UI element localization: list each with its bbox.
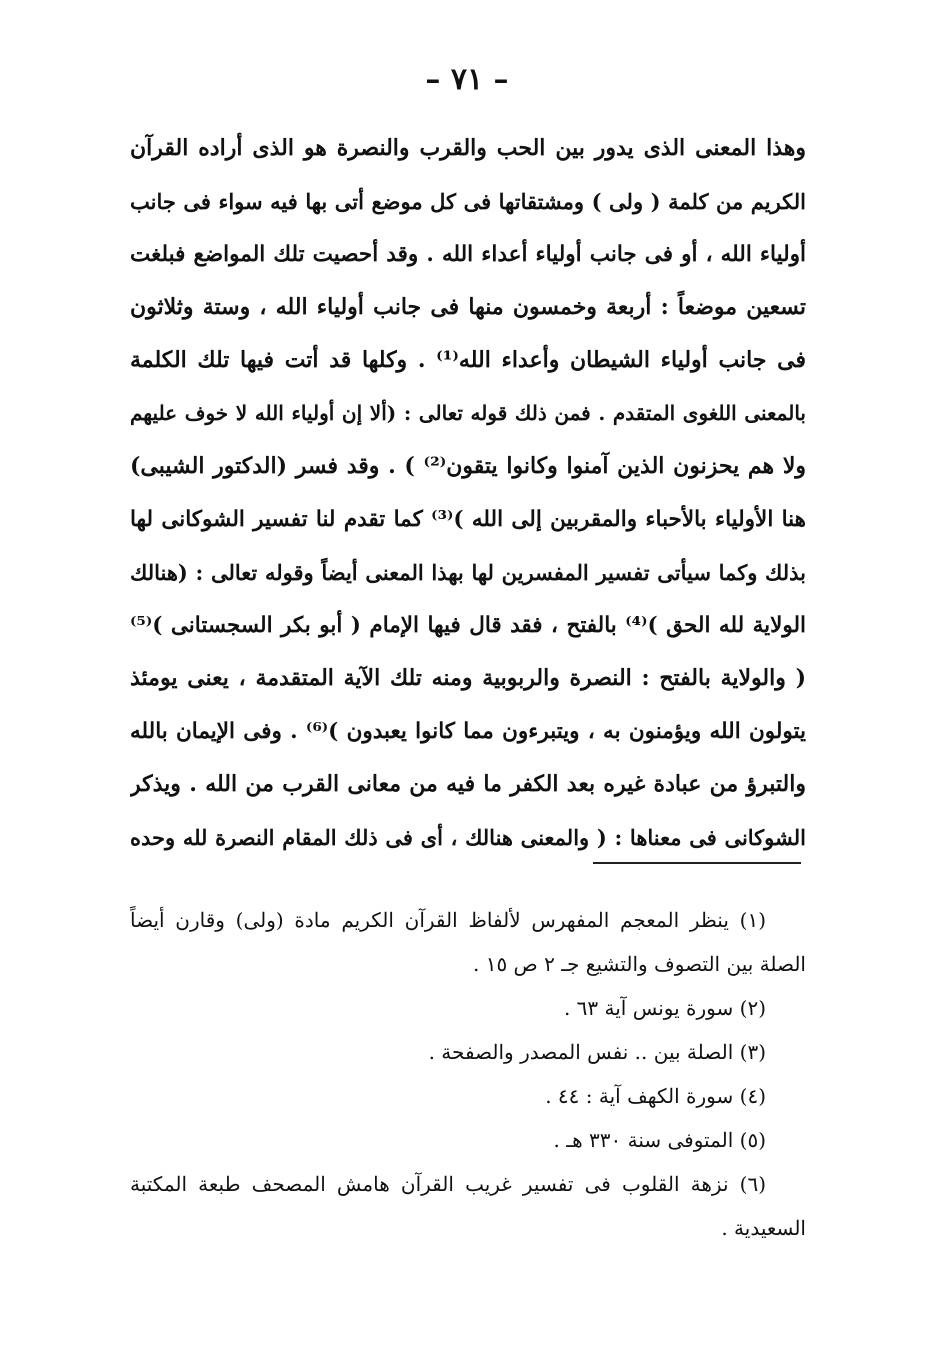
text-line: الولاية لله الحق )⁽⁴⁾ بالفتح ، فقد قال فيها الإمام ( أبو بكر السجستانى )⁽⁵⁾ xyxy=(130,613,806,638)
text-line: تسعين موضعاً : أربعة وخمسون منها فى جانب أولياء الله ، وستة وثلاثون xyxy=(130,294,806,320)
text-line: أولياء الله ، أو فى جانب أولياء أعداء الله . وقد أحصيت تلك المواضع فبلغت xyxy=(130,242,806,267)
text-line: بالمعنى اللغوى المتقدم . فمن ذلك قوله تعالى : (ألا إن أولياء الله لا خوف عليهم xyxy=(130,401,806,425)
footnote-5: (٥) المتوفى سنة ٣٣٠ هـ . xyxy=(553,1128,766,1152)
footnote-6-continued: السعيدية . xyxy=(721,1216,806,1240)
footnotes xyxy=(130,898,806,1250)
footnote-1-continued: الصلة بين التصوف والتشيع جـ ٢ ص ١٥ . xyxy=(473,952,806,976)
footnote-6: (٦) نزهة القلوب فى تفسير غريب القرآن هامش المصحف طبعة المكتبة xyxy=(130,1172,766,1196)
text-line: يتولون الله ويؤمنون به ، ويتبرءون مما كانوا يعبدون )⁽⁶⁾ . وفى الإيمان بالله xyxy=(130,719,806,744)
footnote-3: (٣) الصلة بين .. نفس المصدر والصفحة . xyxy=(428,1040,766,1064)
text-line: هنا الأولياء بالأحباء والمقربين إلى الله )⁽³⁾ كما تقدم لنا تفسير الشوكانى لها xyxy=(130,507,806,532)
text-line: الشوكانى فى معناها : ( والمعنى هنالك ، أى فى ذلك المقام النصرة لله وحده xyxy=(130,825,806,850)
main-text xyxy=(130,122,806,864)
text-line: ( والولاية بالفتح : النصرة والربوبية ومنه تلك الآية المتقدمة ، يعنى يومئذ xyxy=(130,665,806,691)
text-line: والتبرؤ من عبادة غيره بعد الكفر ما فيه من معانى القرب من الله . ويذكر xyxy=(130,771,806,797)
footnote-separator xyxy=(593,862,801,864)
footnote-1: (١) ينظر المعجم المفهرس لألفاظ القرآن الكريم مادة (ولى) وقارن أيضاً xyxy=(130,908,766,932)
footnote-4: (٤) سورة الكهف آية : ٤٤ . xyxy=(545,1084,766,1108)
text-line: ولا هم يحزنون الذين آمنوا وكانوا يتقون⁽²⁾ ) . وقد فسر (الدكتور الشيبى) xyxy=(130,453,806,479)
text-line: فى جانب أولياء الشيطان وأعداء الله⁽¹⁾ . وكلها قد أتت فيها تلك الكلمة xyxy=(130,347,806,373)
footnote-2: (٢) سورة يونس آية ٦٣ . xyxy=(563,996,766,1020)
page-number: – ٧١ – xyxy=(425,62,509,97)
text-line: بذلك وكما سيأتى تفسير المفسرين لها بهذا المعنى أيضاً وقوله تعالى : (هنالك xyxy=(130,560,806,585)
text-line: الكريم من كلمة ( ولى ) ومشتقاتها فى كل موضع أتى بها فيه سواء فى جانب xyxy=(130,189,806,214)
text-line: وهذا المعنى الذى يدور بين الحب والقرب والنصرة هو الذى أراده القرآن xyxy=(130,135,806,161)
